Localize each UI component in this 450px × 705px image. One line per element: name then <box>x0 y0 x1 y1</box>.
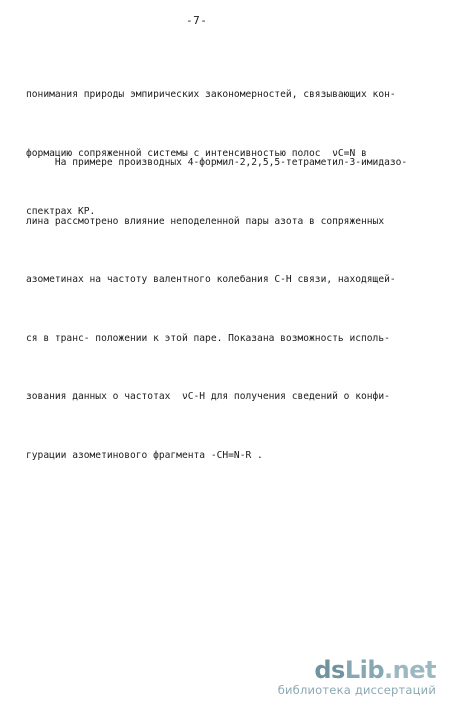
text-line: зования данных о частотах νC-H для получения сведений о конфи- <box>26 391 390 402</box>
watermark-logo <box>266 657 436 683</box>
logo-ds: ds <box>314 656 345 684</box>
text-line: спектрах КР. <box>26 206 96 217</box>
page-number: -7- <box>186 14 208 27</box>
watermark <box>266 657 436 697</box>
text-line: азометинах на частоту валентного колебания С-Н связи, находящей- <box>26 274 396 285</box>
text-line: На примере производных 4-формил-2,2,5,5-тетраметил-3-имидазо- <box>26 157 408 168</box>
paragraph-2 <box>26 114 426 485</box>
text-line: гурации азометинового фрагмента -CH=N-R . <box>26 449 263 461</box>
text-line: понимания природы эмпирических закономерностей, связывающих кон- <box>26 89 396 100</box>
logo-net: .net <box>384 656 436 684</box>
logo-lib: Lib <box>344 656 385 684</box>
text-line: ся в транс- положении к этой паре. Показана возможность исполь- <box>26 332 390 344</box>
watermark-subtitle: библиотека диссертаций <box>277 683 436 697</box>
text-line: лина рассмотрено влияние неподеленной пары азота в сопряженных <box>26 215 385 227</box>
text-line: формацию сопряженной системы с интенсивностью полос νC=N в <box>26 147 367 159</box>
